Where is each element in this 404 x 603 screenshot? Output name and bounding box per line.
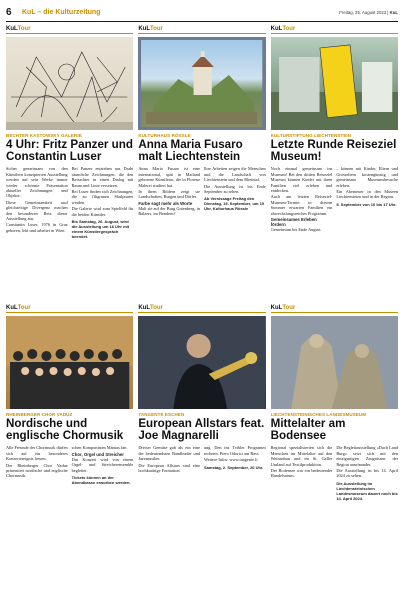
article-kicker: BECHTER KASTOWSKY GALERIE bbox=[6, 133, 82, 138]
article-headline: European Allstars feat. Joe Magnarelli bbox=[138, 417, 265, 443]
body-text: Malt sie auf der Burg Gutenberg, in Balzers, im Bendern? bbox=[138, 205, 200, 217]
article-kicker: KULTURHAUS RÖSSLE bbox=[138, 133, 191, 138]
castle-painting-photo bbox=[138, 37, 265, 130]
musician-photo bbox=[138, 316, 265, 409]
body-text: Bei Panzer entstehen aus Draht räumliche Zeichnungen, die den Betrachter in einen Dialog mit Raum und Linie versetzen. bbox=[71, 166, 134, 188]
event-info: Tickets können an der Abendkasse erworben werden. bbox=[71, 475, 131, 486]
article-rheinberger-chor[interactable] bbox=[6, 303, 133, 599]
body-text: Weitere Infos: www.tangente.li bbox=[204, 457, 258, 463]
body-text: Gemeinsam bis Ende August. bbox=[270, 227, 322, 233]
publication-date: Freitag, 25. August 2023 | KuL bbox=[339, 9, 398, 15]
article-headline: Mittelalter am Bodensee bbox=[270, 417, 346, 443]
body-text: Die Ausstellung ist bis 14. April 2024 zu sehen. bbox=[336, 468, 398, 479]
museum-sign-photo bbox=[271, 37, 398, 130]
article-headline: Nordische und englische Chormusik bbox=[6, 417, 124, 443]
article-kicker: RHEINBERGER CHOR VADUZ bbox=[6, 412, 73, 417]
header-rule bbox=[6, 21, 398, 22]
body-text: Die European Allstars sind eine hochkarätige Formation. bbox=[138, 462, 200, 474]
body-text: – können mit Kinder, Eltern und Grosseltern kostengünstig und gemeinsam Museumsbesuche erleben. bbox=[336, 166, 398, 188]
body-text: Der Bodensee war ein bedeutender Handelsraum. bbox=[270, 468, 333, 479]
body-text: Alle Freunde der Chormusik dürfen sich auf ein besonderes Konzertereignis freuen. bbox=[6, 445, 68, 462]
section-title: KuL – die Kulturzeitung bbox=[22, 8, 101, 16]
kultour-label: KuL Tour bbox=[271, 303, 398, 313]
body-text: Ihre Arbeiten zeigen die Menschen und die Landschaft von Liechtenstein und dem Rheintal. bbox=[204, 166, 266, 183]
article-subheading: Gemeinsames Erleben fördern bbox=[270, 217, 317, 228]
article-row-bottom bbox=[6, 303, 398, 599]
body-text: In ihren Bildern zeigt sie Landschaften, Burgen und Dörfer. bbox=[138, 189, 200, 200]
article-row-top bbox=[6, 24, 398, 301]
article-kulturstiftung[interactable] bbox=[271, 24, 398, 301]
event-info: Die Ausstellung im Liechtensteinischen Landesmuseum dauert noch bis 14. April 2024. bbox=[336, 480, 398, 501]
body-text: Das Konzert wird von einem Orgel- und Streicherensemble begleitet. bbox=[71, 456, 134, 473]
body-text: Auch am letzten Reiseziel-Museum-Termin in diesem Sommer erwarten Familien ein abwechslungsreiches Programm. bbox=[270, 194, 333, 216]
event-info: Samstag, 2. September, 20 Uhr. bbox=[204, 464, 264, 470]
body-text: schen Komponisten Mäntus Jan. bbox=[71, 445, 128, 451]
article-headline: Letzte Runde Reiseziel Museum! bbox=[270, 138, 397, 164]
page-header bbox=[6, 5, 398, 19]
medieval-relief-photo bbox=[271, 316, 398, 409]
article-kicker: TANGENTE ESCHEN bbox=[138, 412, 185, 417]
article-headline: 4 Uhr: Fritz Panzer und Constantin Luser bbox=[6, 138, 133, 164]
body-text: Anna Maria Fusaro ist eine international, spät in Mailand geborene Künstlerin, die in Florenz Malerei studiert hat. bbox=[138, 166, 200, 188]
wire-sculpture-photo bbox=[6, 37, 133, 130]
kultour-label: KuL Tour bbox=[138, 303, 265, 313]
body-text: Dreiser Gemüse gab als ein eine der bedeutendsten Bandleader und Jazzmusiker. bbox=[138, 445, 200, 462]
kultour-label: KuL Tour bbox=[6, 24, 133, 34]
body-text: Bei Luser finden sich Zeichnungen, die zu filigranen Skulpturen werden. bbox=[71, 189, 134, 205]
body-text: Regional spezialisierten sich die Menschen im Mittelalter auf den Weinanbau und im St. Galler Umland auf Textilproduktion. bbox=[270, 445, 333, 467]
article-tangente-eschen[interactable] bbox=[138, 303, 265, 599]
article-kicker: LIECHTENSTEINISCHES LANDESMUSEUM bbox=[270, 412, 367, 417]
body-text: Sicher gemeinsam von den Künstlern konzipierten Ausstellung werden auf sein Werke immer wieder schönste Präsentation aktueller Zeichnungen und Objekte. bbox=[6, 166, 68, 199]
event-info: Ab Vernissage Freitag den Dienstag, 15. September, um 19 Uhr, Kulturhaus Rössle bbox=[204, 196, 265, 212]
body-text: Constantin Luser, 1976 in Graz geboren, lebt und arbeitet in Wien. bbox=[6, 222, 68, 233]
article-headline: Anna Maria Fusaro malt Liechtenstein bbox=[138, 138, 243, 164]
body-text: Die Ausstellung ist bis Ende September zu sehen. bbox=[204, 183, 266, 195]
body-text: Die Galerie wird zum Spielfeld für die beiden Künstler. bbox=[71, 206, 134, 217]
body-text: Diese Gemeinsamkeit und gleichzeitige Divergenz machen den besonderen Reiz dieser Ausstellung aus. bbox=[6, 199, 68, 222]
body-text: Noch einmal gemeinsam ins Museum! Bei den dritten Reiseziel Museum können Kinder mit ihren Familien viel erleben und entdecken. bbox=[270, 166, 333, 194]
article-subheading: Chor, Orgel und Streicher bbox=[71, 451, 124, 457]
choir-photo bbox=[6, 316, 133, 409]
body-text: Die Begleitausstellung «Dach Land Burg» setzt sich mit den einzigartigen Zeugnissen der Region auseinander. bbox=[336, 445, 398, 467]
kultour-label: KuL Tour bbox=[138, 24, 265, 34]
article-kicker: KULTURSTIFTUNG LIECHTENSTEIN bbox=[270, 133, 352, 138]
article-landesmuseum[interactable] bbox=[271, 303, 398, 599]
article-kulturhaus-roessle[interactable] bbox=[138, 24, 265, 301]
article-bechter-kastowsky[interactable] bbox=[6, 24, 133, 301]
kultour-label: KuL Tour bbox=[271, 24, 398, 34]
body-text: Ein Abenteuer in den Museen Liechtensteins und in der Region. bbox=[336, 189, 398, 200]
page-number: 6 bbox=[6, 6, 12, 18]
kultour-label: KuL Tour bbox=[6, 303, 133, 313]
event-info: Bis Samstag, 26. August, wird die Ausstellung um 16 Uhr mit einem Künstlergespräch beendet. bbox=[71, 219, 130, 240]
body-text: ung. Den ins Tvibler Programm rechnen. Piero Odorici am Bass. bbox=[204, 445, 266, 456]
article-subheading: Farbe sagt mehr als Worte bbox=[138, 200, 193, 206]
event-info: 5. September von 10 bis 17 Uhr. bbox=[336, 201, 397, 207]
body-text: Der Rheinberger Chor Vaduz präsentiert nordische und englische Chormusik. bbox=[6, 462, 68, 479]
